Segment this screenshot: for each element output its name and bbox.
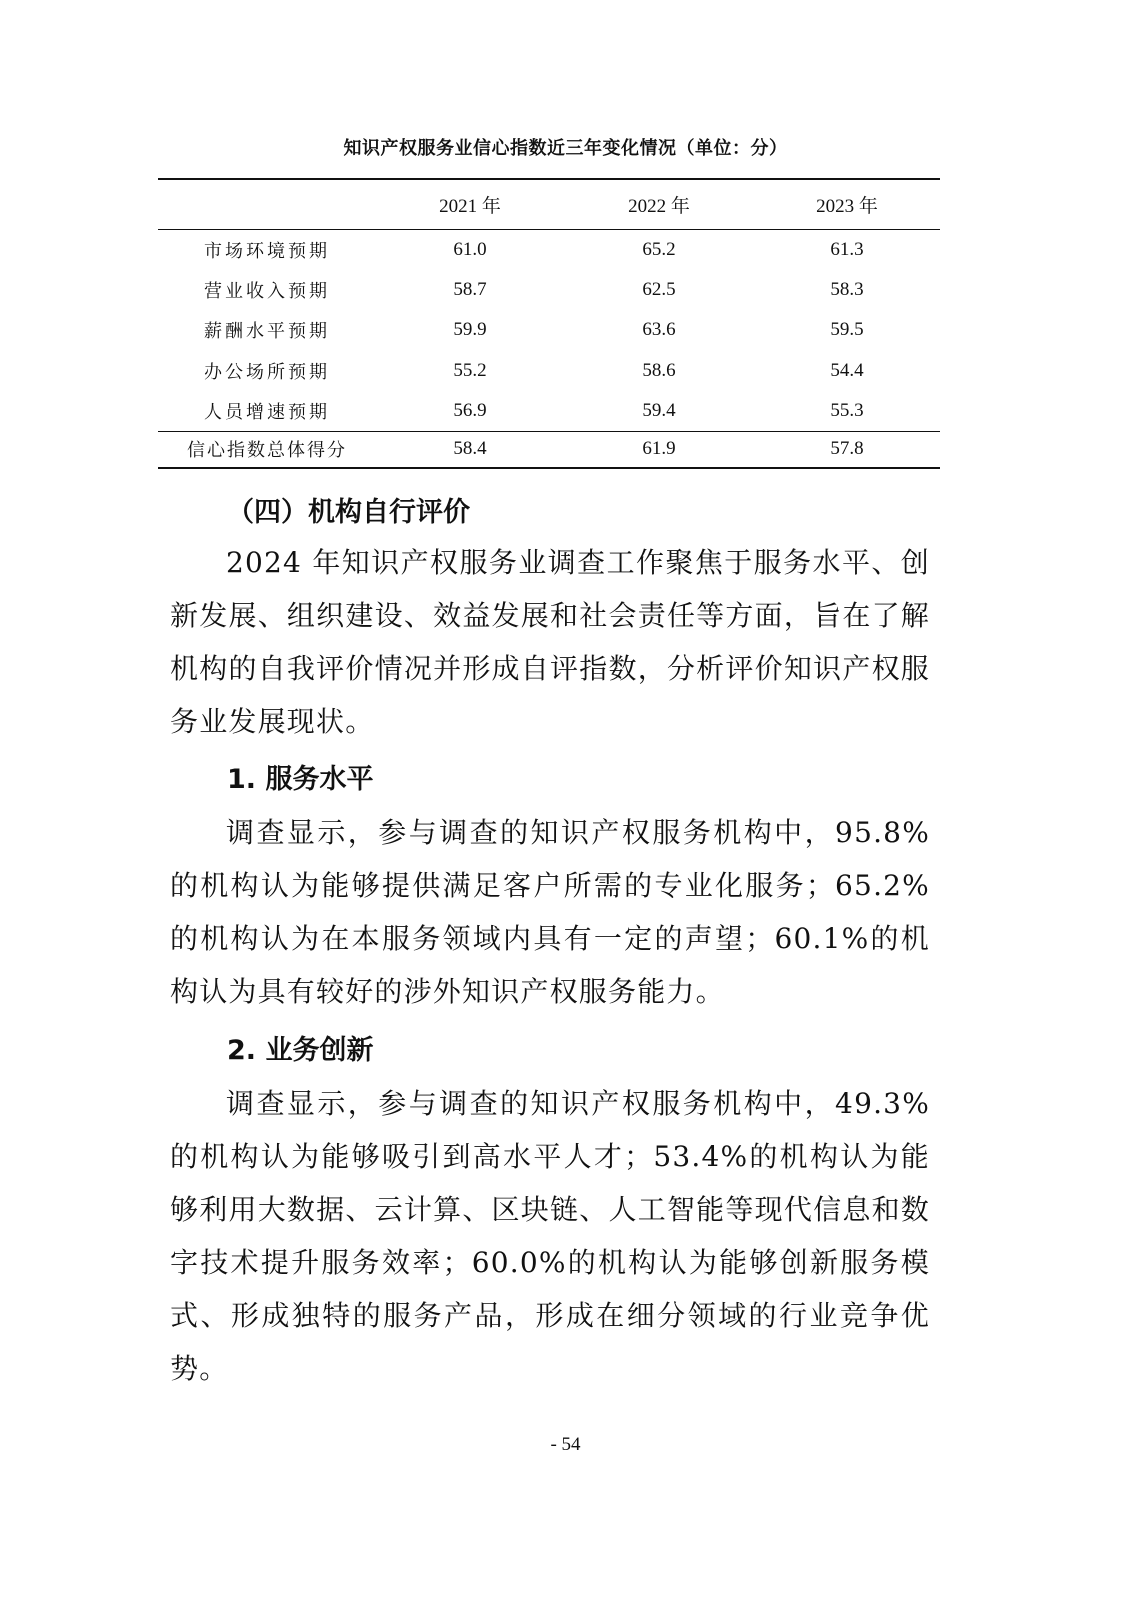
table-caption: 知识产权服务业信心指数近三年变化情况（单位：分） (343, 138, 788, 159)
table-cell: 58.4 (453, 438, 487, 460)
column-header: 2023 年 (816, 195, 878, 217)
table-cell: 55.2 (453, 359, 487, 381)
subsection-paragraph: 调查显示，参与调查的知识产权服务机构中，95.8%的机构认为能够提供满足客户所需的专业化服务；65.2%的机构认为在本服务领域内具有一定的声望；60.1%的机构认为具有较好的涉外知识产权服务能力。 (170, 816, 930, 1008)
table-total-row (158, 432, 940, 468)
table-cell: 61.0 (453, 238, 487, 260)
table-cell: 58.3 (830, 278, 864, 300)
table-row (158, 351, 940, 392)
table-cell: 63.6 (642, 319, 676, 341)
row-label: 市场环境预期 (204, 240, 330, 262)
section-heading: （四）机构自行评价 (227, 497, 470, 528)
subsection-heading: 2. 业务创新 (227, 1035, 374, 1066)
table-cell: 58.6 (642, 359, 676, 381)
table-cell: 61.9 (642, 438, 676, 460)
table-row (158, 229, 940, 270)
table-cell: 54.4 (830, 359, 864, 381)
table-cell: 62.5 (642, 278, 676, 300)
table-cell: 55.3 (830, 400, 864, 421)
column-header: 2021 年 (439, 195, 501, 217)
row-label: 薪酬水平预期 (204, 321, 330, 343)
column-header: 2022 年 (628, 195, 690, 217)
subsection-heading: 1. 服务水平 (227, 764, 374, 795)
row-label: 信心指数总体得分 (187, 440, 347, 462)
table-header-row (158, 179, 940, 229)
table-cell: 56.9 (453, 400, 487, 421)
row-label: 人员增速预期 (204, 402, 330, 423)
column-header (158, 179, 376, 229)
table-row (158, 391, 940, 432)
table-cell: 59.5 (830, 319, 864, 341)
table-row (158, 270, 940, 311)
row-label: 营业收入预期 (204, 280, 330, 302)
table-cell: 65.2 (642, 238, 676, 260)
row-label: 办公场所预期 (204, 361, 330, 383)
table-cell: 59.4 (642, 400, 676, 421)
table-cell: 58.7 (453, 278, 487, 300)
page-number: - 54 (550, 1434, 581, 1455)
subsection-paragraph: 调查显示，参与调查的知识产权服务机构中，49.3%的机构认为能够吸引到高水平人才；53.4%的机构认为能够利用大数据、云计算、区块链、人工智能等现代信息和数字技术提升服务效率；60.0%的机构认为能够创新服务模式、形成独特的服务产品，形成在细分领域的行业竞争优势。 (170, 1087, 930, 1385)
section-intro-paragraph: 2024 年知识产权服务业调查工作聚焦于服务水平、创新发展、组织建设、效益发展和社会责任等方面，旨在了解机构的自我评价情况并形成自评指数，分析评价知识产权服务业发展现状。 (170, 546, 930, 738)
table-cell: 61.3 (830, 238, 864, 260)
table-row (158, 310, 940, 351)
table-cell: 57.8 (830, 438, 864, 460)
table-cell: 59.9 (453, 319, 487, 341)
confidence-index-table (158, 178, 940, 469)
